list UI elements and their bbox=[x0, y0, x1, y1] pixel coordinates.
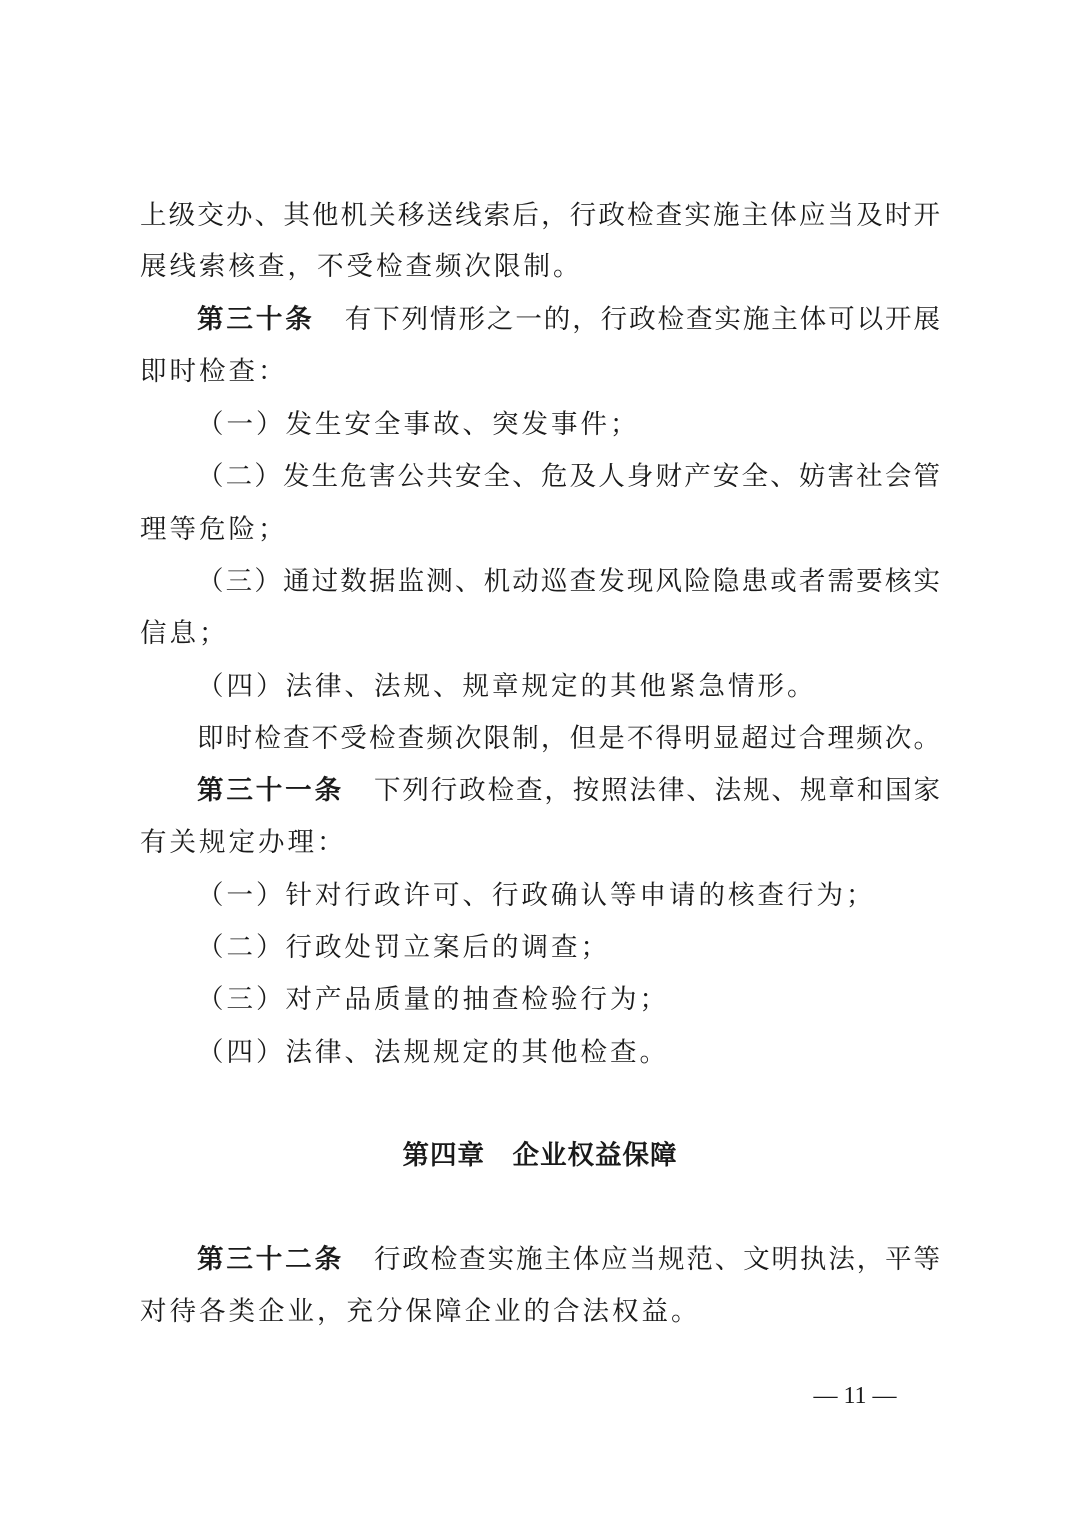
list-item: （二）发生危害公共安全、危及人身财产安全、妨害社会管 bbox=[197, 461, 940, 492]
chapter-heading: 第四章 企业权益保障 bbox=[402, 1140, 678, 1171]
text-line: 信息； bbox=[140, 618, 229, 649]
list-item: （一）发生安全事故、突发事件； bbox=[197, 409, 640, 440]
page-number: — 11 — bbox=[813, 1383, 897, 1409]
article-32-heading: 第三十二条 bbox=[197, 1244, 344, 1275]
article-31-text: 下列行政检查，按照法律、法规、规章和国家 bbox=[373, 775, 941, 806]
text-line: 对待各类企业，充分保障企业的合法权益。 bbox=[140, 1296, 701, 1327]
list-item: （三）对产品质量的抽查检验行为； bbox=[197, 984, 669, 1015]
article-30-heading: 第三十条 bbox=[197, 304, 315, 335]
article-31-heading: 第三十一条 bbox=[197, 775, 344, 806]
list-item: （四）法律、法规、规章规定的其他紧急情形。 bbox=[197, 671, 817, 702]
article-30-line-1 bbox=[197, 300, 940, 340]
article-30-text: 有下列情形之一的，行政检查实施主体可以开展 bbox=[344, 304, 940, 335]
text-line: 展线索核查，不受检查频次限制。 bbox=[140, 251, 583, 282]
text-line: 即时检查： bbox=[140, 356, 288, 387]
text-line: 即时检查不受检查频次限制，但是不得明显超过合理频次。 bbox=[197, 723, 940, 754]
list-item: （一）针对行政许可、行政确认等申请的核查行为； bbox=[197, 880, 876, 911]
list-item: （三）通过数据监测、机动巡查发现风险隐患或者需要核实 bbox=[197, 566, 940, 597]
text-line: 上级交办、其他机关移送线索后，行政检查实施主体应当及时开 bbox=[140, 200, 940, 231]
list-item: （二）行政处罚立案后的调查； bbox=[197, 932, 610, 963]
article-32-line-1 bbox=[197, 1240, 940, 1280]
article-31-line-1 bbox=[197, 771, 940, 811]
list-item: （四）法律、法规规定的其他检查。 bbox=[197, 1037, 669, 1068]
article-32-text: 行政检查实施主体应当规范、文明执法，平等 bbox=[373, 1244, 941, 1275]
text-line: 有关规定办理： bbox=[140, 827, 347, 858]
text-line: 理等危险； bbox=[140, 514, 288, 545]
